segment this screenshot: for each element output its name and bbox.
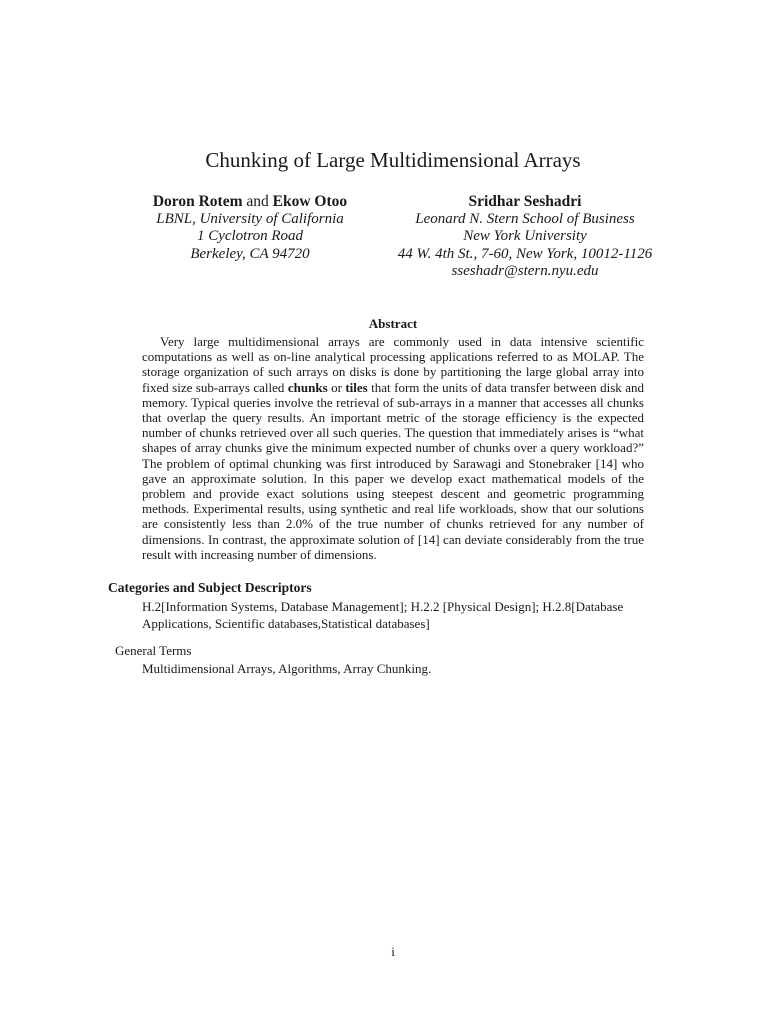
abstract-keyword-tiles: tiles — [345, 379, 368, 395]
abstract-text: that form the units of data transfer between disk and memory. Typical queries involve the retrieval of sub-arrays in a manner that accesses all chunks that overlap the query results. An important metric of the storage efficiency is the expected number of chunks retrieved over all such queries. The question that immediately arises is “what shapes of array chunks give the minimum expected number of chunks over a query workload?” The problem of optimal chunking was first introduced by Sarawagi and Stonebraker [14] who gave an approximate solution. In this paper we develop exact mathematical models of the problem and provide exact solutions using steepest descent and geometric programming methods. Experimental results, using synthetic and real life workloads, show that our solutions are consistently less than 2.0% of the true number of chunks retrieved for any number of dimensions. In contrast, the approximate solution of [14] can deviate considerably from the true result with increasing number of dimensions. — [142, 379, 644, 562]
author-name-rotem: Doron Rotem — [152, 193, 243, 210]
affiliation-line: Leonard N. Stern School of Business — [415, 210, 635, 227]
abstract-text: Very large multidimensional arrays are commonly used in data intensive scientific computations as well as on-line analytical processing applications referred to as MOLAP. The storage organization of such arrays on disks is done by partitioning the large global array into fixed size sub-arrays called — [142, 334, 644, 395]
abstract-text: or — [327, 379, 346, 395]
categories-body: H.2[Information Systems, Database Management]; H.2.2 [Physical Design]; H.2.8[Database Applications, Scientific databases,Statistical databases] — [142, 599, 624, 631]
categories-heading: Categories and Subject Descriptors — [108, 580, 312, 595]
affiliation-line: New York University — [463, 228, 587, 244]
author-name-seshadri: Sridhar Seshadri — [468, 193, 582, 210]
abstract-body — [142, 334, 644, 562]
paper-title: Chunking of Large Multidimensional Arrays — [205, 148, 581, 172]
affiliation-line: 44 W. 4th St., 7-60, New York, 10012-1126 — [397, 245, 653, 262]
author-names-left — [110, 193, 390, 211]
affiliation-line: 1 Cyclotron Road — [196, 228, 304, 244]
affiliation-line: LBNL, University of California — [156, 210, 344, 227]
abstract-keyword-chunks: chunks — [287, 379, 328, 395]
author-block-nyu — [360, 193, 690, 281]
affiliation-line: Berkeley, CA 94720 — [190, 245, 310, 262]
general-terms-body: Multidimensional Arrays, Algorithms, Array Chunking. — [142, 661, 432, 676]
author-block-lbnl — [110, 193, 390, 263]
author-conjunction: and — [246, 193, 269, 210]
general-terms-heading: General Terms — [115, 643, 192, 658]
page-number: i — [391, 944, 395, 959]
abstract-heading: Abstract — [368, 316, 418, 331]
author-email: sseshadr@stern.nyu.edu — [451, 263, 599, 279]
author-name-otoo: Ekow Otoo — [272, 193, 348, 210]
